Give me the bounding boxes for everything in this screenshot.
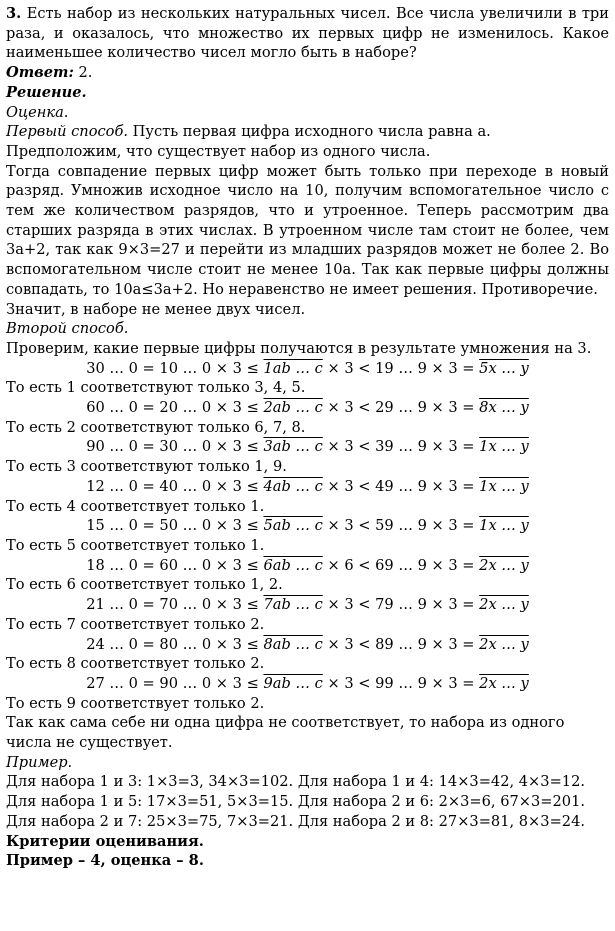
equation-row [6,359,609,379]
example-line-2: Для набора 1 и 5: 17×3=51, 5×3=15. Для набора 2 и 6: 2×3=6, 67×3=201. [6,793,586,811]
equation-conclusion: То есть 6 соответствует только 1, 2. [6,576,283,594]
method2-intro: Проверим, какие первые цифры получаются в результате умножения на 3. [6,339,592,357]
eq-result: 2x … y [479,596,529,614]
method2-label: Второй способ. [6,320,129,338]
eq-middle: × 6 < 69 … 9 × 3 = [322,556,480,574]
eq-overline-number: 6ab … c [263,556,323,574]
equation-conclusion: То есть 8 соответствует только 2. [6,655,265,673]
equation-row [6,674,609,694]
eq-overline-number: 9ab … c [263,674,323,692]
criteria-heading: Критерии оценивания. [6,832,204,850]
example-line-3: Для набора 2 и 7: 25×3=75, 7×3=21. Для набора 2 и 8: 27×3=81, 8×3=24. [6,812,586,830]
eq-left: 27 … 0 = 90 … 0 × 3 ≤ [86,674,264,692]
equation-row [6,516,609,536]
equation-conclusion: То есть 1 соответствуют только 3, 4, 5. [6,379,306,397]
eq-middle: × 3 < 39 … 9 × 3 = [322,438,480,456]
eq-left: 15 … 0 = 50 … 0 × 3 ≤ [86,517,264,535]
solution-heading: Решение. [6,83,87,101]
eq-left: 18 … 0 = 60 … 0 × 3 ≤ [86,556,264,574]
eq-overline-number: 3ab … c [263,438,323,456]
equation-conclusion: То есть 5 соответствует только 1. [6,536,265,554]
eq-result: 5x … y [479,359,529,377]
equation-list [6,359,609,714]
eq-overline-number: 4ab … c [263,477,323,495]
eq-middle: × 3 < 19 … 9 × 3 = [322,359,480,377]
eq-left: 12 … 0 = 40 … 0 × 3 ≤ [86,477,264,495]
equation-conclusion: То есть 3 соответствуют только 1, 9. [6,458,287,476]
criteria-line: Пример – 4, оценка – 8. [6,852,204,870]
eq-result: 1x … y [479,517,529,535]
eq-middle: × 3 < 59 … 9 × 3 = [322,517,480,535]
eq-overline-number: 2ab … c [263,399,323,417]
method1-conclusion: Значит, в наборе не менее двух чисел. [6,300,306,318]
answer-line [6,63,609,83]
eq-middle: × 3 < 79 … 9 × 3 = [322,596,480,614]
estimate-heading: Оценка. [6,103,69,121]
eq-overline-number: 7ab … c [263,596,323,614]
equation-conclusion: То есть 7 соответствует только 2. [6,615,265,633]
equation-row [6,595,609,615]
problem-text: Есть набор из нескольких натуральных чисел. Все числа увеличили в три раза, и оказалось, что множество их первых цифр не изменилось. Какое наименьшее количество чисел могло быть в наборе? [6,5,609,62]
eq-middle: × 3 < 99 … 9 × 3 = [322,674,480,692]
answer-label: Ответ: [6,64,74,82]
eq-left: 24 … 0 = 80 … 0 × 3 ≤ [86,635,264,653]
eq-overline-number: 1ab … c [263,359,323,377]
eq-result: 2x … y [479,674,529,692]
method2-conclusion: Так как сама себе ни одна цифра не соответствует, то набора из одного числа не существует. [6,714,565,752]
eq-middle: × 3 < 89 … 9 × 3 = [322,635,480,653]
problem-number: 3. [6,5,22,22]
equation-row [6,635,609,655]
method1-line2: Предположим, что существует набор из одного числа. [6,142,431,160]
eq-overline-number: 5ab … c [263,517,323,535]
eq-left: 21 … 0 = 70 … 0 × 3 ≤ [86,596,264,614]
eq-overline-number: 8ab … c [263,635,323,653]
problem-statement [6,4,609,63]
eq-left: 60 … 0 = 20 … 0 × 3 ≤ [86,399,264,417]
equation-row [6,437,609,457]
answer-value: 2. [78,64,93,82]
method1-label: Первый способ. [6,123,128,141]
eq-result: 1x … y [479,438,529,456]
eq-left: 30 … 0 = 10 … 0 × 3 ≤ [86,359,264,377]
equation-row [6,556,609,576]
eq-result: 1x … y [479,477,529,495]
example-label: Пример. [6,753,73,771]
method1-line1: Пусть первая цифра исходного числа равна а. [132,123,491,141]
eq-left: 90 … 0 = 30 … 0 × 3 ≤ [86,438,264,456]
example-line-1: Для набора 1 и 3: 1×3=3, 34×3=102. Для набора 1 и 4: 14×3=42, 4×3=12. [6,773,586,791]
eq-middle: × 3 < 29 … 9 × 3 = [322,399,480,417]
eq-result: 2x … y [479,635,529,653]
equation-row [6,477,609,497]
method1-paragraph: Тогда совпадение первых цифр может быть только при переходе в новый разряд. Умножив исходное число на 10, получим вспомогательное число с тем же количеством разрядов, что и утроенное. Теперь рассмотрим два старших разряда в этих числах. В утроенном числе там стоит не более, чем 3а+2, так как 9×3=27 и перейти из младших разрядов может не более 2. Во вспомогательном числе стоит не менее 10а. Так как первые цифры должны совпадать, то 10а≤3а+2. Но неравенство не имеет решения. Противоречие. [6,162,609,298]
equation-conclusion: То есть 2 соответствуют только 6, 7, 8. [6,418,306,436]
eq-result: 2x … y [479,556,529,574]
method1-intro [6,122,609,142]
equation-row [6,398,609,418]
equation-conclusion: То есть 4 соответствует только 1. [6,497,265,515]
eq-result: 8x … y [479,399,529,417]
eq-middle: × 3 < 49 … 9 × 3 = [322,477,480,495]
equation-conclusion: То есть 9 соответствует только 2. [6,694,265,712]
